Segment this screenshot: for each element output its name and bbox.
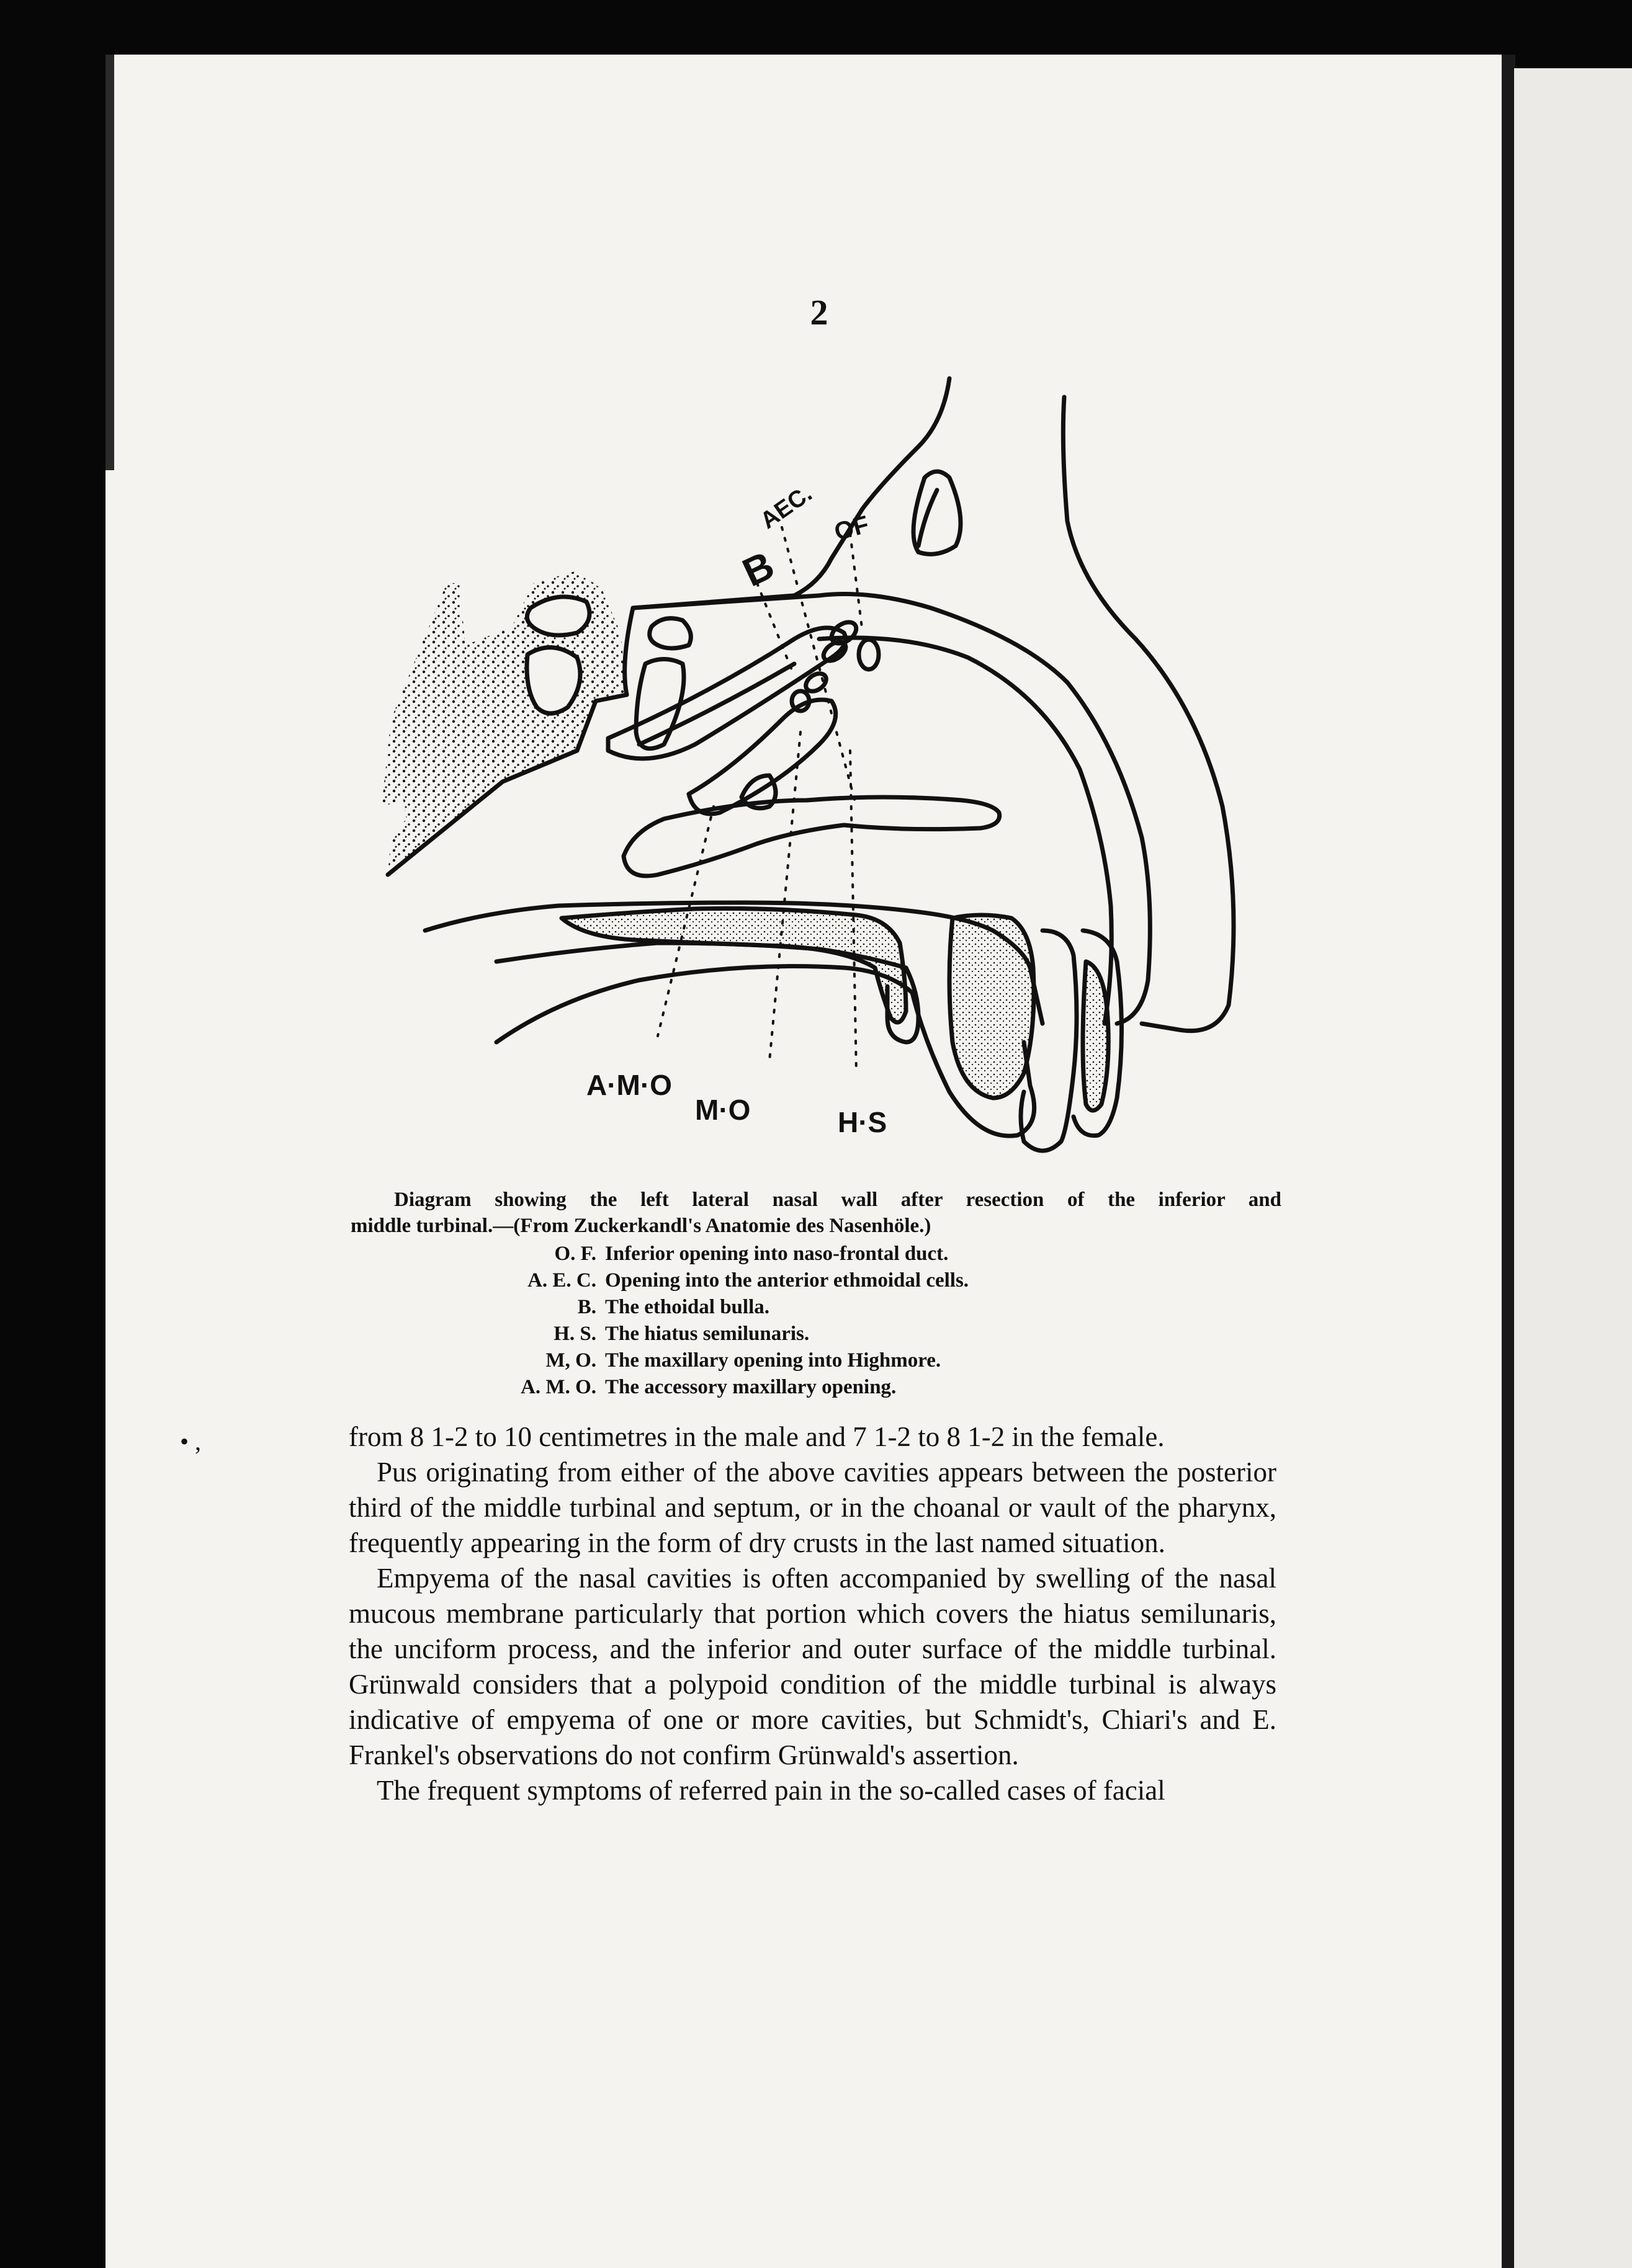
frontal-sinus — [527, 597, 590, 635]
legend-row — [351, 1241, 1281, 1267]
nasal-wall-diagram — [372, 372, 1303, 1179]
page-binding-edge — [105, 55, 114, 470]
page-gutter — [1502, 55, 1515, 2268]
legend-desc: Opening into the anterior ethmoidal cells. — [605, 1269, 969, 1292]
paragraph-2: Pus originating from either of the above cavities appears between the posterior third of the middle turbinal and septum, or in the choanal or vault of the pharynx, frequently appearing in the form of dry crusts in the last named situation. — [349, 1457, 1276, 1558]
margin-mark: • , — [180, 1427, 202, 1455]
legend-abbr: A. E. C. — [527, 1269, 596, 1292]
caption-line-1: Diagram showing the left lateral nasal wall after resection of the inferior and — [394, 1189, 1281, 1211]
label-of: OF — [831, 511, 872, 547]
legend-abbr: O. F. — [554, 1243, 596, 1265]
paragraph-3: Empyema of the nasal cavities is often accompanied by swelling of the nasal mucous membrane particularly that portion which covers the hiatus semilunaris, the unciform process, and the inferior and outer surface of the middle turbinal. Grünwald considers that a polypoid condition of the middle turbinal is always indicative of empyema of one or more cavities, but Schmidt's, Chiari's and E. Frankel's observations do not confirm Grünwald's assertion. — [349, 1563, 1276, 1770]
legend-desc: The maxillary opening into Highmore. — [605, 1349, 941, 1372]
label-aec: AEC. — [755, 480, 817, 534]
label-amo: A·M·O — [586, 1069, 672, 1101]
hiatus-channel — [624, 797, 1000, 876]
label-b: B — [735, 542, 781, 596]
legend-desc: The ethoidal bulla. — [605, 1296, 769, 1318]
label-hs: H·S — [838, 1106, 887, 1138]
legend-abbr: A. M. O. — [521, 1376, 596, 1398]
body-text — [349, 1419, 1276, 1808]
caption-line-2: middle turbinal.—(From Zuckerkandl's Anatomie des Nasenhöle.) — [351, 1215, 931, 1237]
legend-abbr: H. S. — [554, 1323, 596, 1345]
legend-row — [351, 1294, 1281, 1321]
legend-desc: The accessory maxillary opening. — [605, 1376, 897, 1398]
legend-abbr: M, O. — [545, 1349, 596, 1372]
ethmoidal-bulla — [689, 700, 836, 814]
page-number: 2 — [810, 292, 828, 333]
legend-row — [351, 1267, 1281, 1294]
label-mo: M·O — [695, 1094, 751, 1126]
leader-of — [850, 534, 863, 633]
middle-turbinal — [608, 628, 846, 759]
facing-page — [1514, 68, 1632, 2268]
legend-desc: Inferior opening into naso-frontal duct. — [605, 1243, 949, 1265]
legend-row — [351, 1347, 1281, 1374]
legend-row — [351, 1321, 1281, 1347]
legend-abbr: B. — [577, 1296, 596, 1318]
paragraph-4: The frequent symptoms of referred pain in the so-called cases of facial — [377, 1775, 1165, 1806]
legend-desc: The hiatus semilunaris. — [605, 1323, 810, 1345]
figure-legend — [351, 1241, 1281, 1401]
figure-caption — [351, 1187, 1281, 1239]
legend-row — [351, 1374, 1281, 1401]
paragraph-1: from 8 1-2 to 10 centimetres in the male and 7 1-2 to 8 1-2 in the female. — [349, 1421, 1165, 1452]
soft-palate — [949, 915, 1034, 1098]
